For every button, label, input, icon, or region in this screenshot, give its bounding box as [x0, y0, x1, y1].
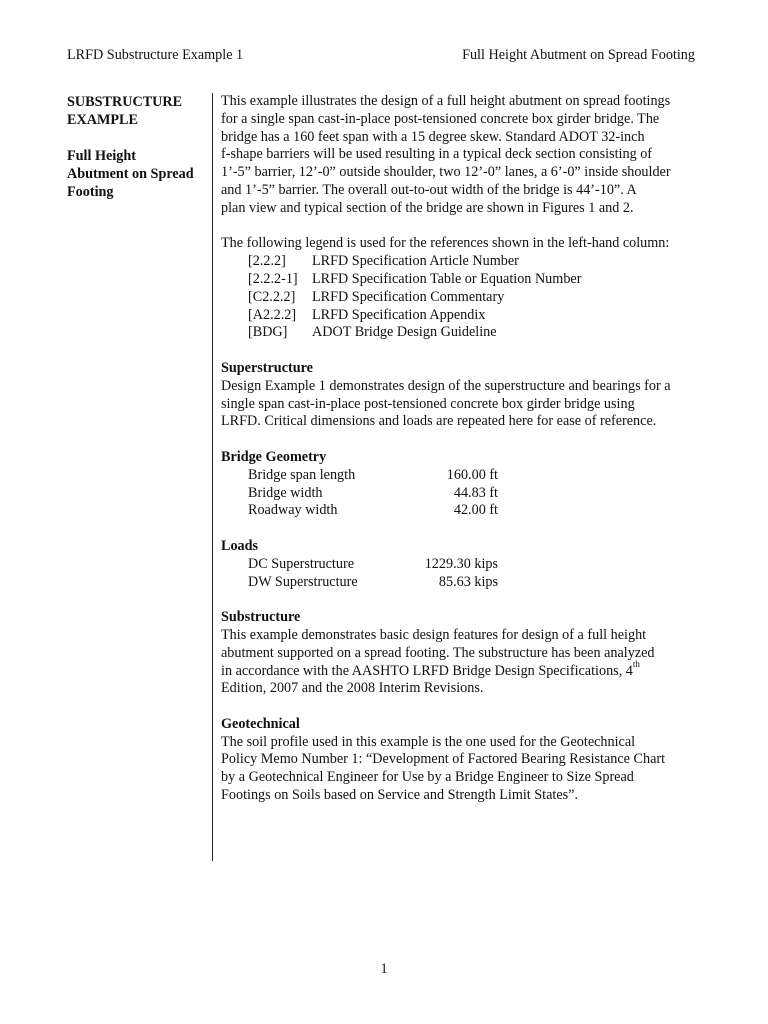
value-row: [221, 574, 711, 592]
section-heading: Bridge Geometry: [221, 448, 327, 465]
superscript: th: [632, 658, 640, 669]
legend-code: [2.2.2-1]: [248, 270, 298, 287]
value-row: [221, 485, 711, 503]
legend-code: [2.2.2]: [248, 253, 286, 270]
page-header-left: LRFD Substructure Example 1: [67, 47, 244, 63]
legend-item: [221, 289, 711, 307]
legend-code: [A2.2.2]: [248, 306, 297, 323]
value-label: Bridge span length: [248, 466, 356, 483]
text-line: [221, 658, 711, 681]
text-line: The soil profile used in this example is the one used for the Geotechnical: [221, 733, 636, 750]
value-row: [221, 556, 711, 574]
text-line: LRFD. Critical dimensions and loads are repeated here for ease of reference.: [221, 413, 657, 430]
text-line: Footings on Soils based on Service and Strength Limit States”.: [221, 787, 579, 804]
text-line: f-shape barriers will be used resulting in a typical deck section consisting of: [221, 146, 653, 163]
legend-item: [221, 271, 711, 289]
value-number: 42.00 ft: [453, 502, 498, 519]
text-line: Design Example 1 demonstrates design of the superstructure and bearings for a: [221, 377, 671, 394]
text-line: bridge has a 160 feet span with a 15 degree skew. Standard ADOT 32-inch: [221, 128, 645, 145]
value-row: [221, 467, 711, 485]
sidebar-title-line: SUBSTRUCTURE: [67, 94, 183, 110]
value-label: DC Superstructure: [248, 555, 354, 572]
text-line: 1’-5” barrier, 12’-0” outside shoulder, two 12’-0” lanes, a 6’-0” inside shoulder: [221, 164, 671, 181]
legend-description: ADOT Bridge Design Guideline: [312, 324, 497, 341]
text-line: plan view and typical section of the bridge are shown in Figures 1 and 2.: [221, 199, 634, 216]
text-line: and 1’-5” barrier. The overall out-to-out width of the bridge is 44’-10”. A: [221, 181, 637, 198]
section-heading: Loads: [221, 537, 259, 554]
value-number: 85.63 kips: [438, 573, 498, 590]
text-line: Policy Memo Number 1: “Development of Factored Bearing Resistance Chart: [221, 751, 666, 768]
section-heading: Substructure: [221, 609, 301, 626]
sidebar-subtitle-line: Footing: [67, 184, 114, 200]
text-line: abutment supported on a spread footing. The substructure has been analyzed: [221, 644, 655, 661]
sidebar-subtitle: [67, 147, 207, 201]
value-number: 160.00 ft: [446, 466, 498, 483]
loads-section: [221, 538, 711, 591]
text-fragment: in accordance with the AASHTO LRFD Bridge Design Specifications, 4: [221, 662, 633, 679]
legend-description: LRFD Specification Commentary: [312, 288, 505, 305]
text-line: by a Geotechnical Engineer for Use by a Bridge Engineer to Size Spread: [221, 769, 634, 786]
legend-item: [221, 324, 711, 342]
legend-description: LRFD Specification Appendix: [312, 306, 486, 323]
section-heading: Superstructure: [221, 359, 313, 376]
value-row: [221, 502, 711, 520]
column-divider: [212, 93, 213, 861]
substructure-section: [221, 609, 711, 698]
text-line: single span cast-in-place post-tensioned concrete box girder bridge using: [221, 395, 635, 412]
superstructure-section: [221, 360, 711, 431]
intro-paragraph: [221, 93, 711, 218]
sidebar-title: [67, 93, 207, 129]
sidebar-subtitle-line: Abutment on Spread: [67, 166, 194, 182]
sidebar-title-line: EXAMPLE: [67, 112, 138, 128]
text-line: for a single span cast-in-place post-tensioned concrete box girder bridge. The: [221, 110, 660, 127]
legend-item: [221, 307, 711, 325]
legend-code: [BDG]: [248, 324, 288, 341]
value-number: 1229.30 kips: [424, 555, 498, 572]
value-label: Bridge width: [248, 484, 323, 501]
value-number: 44.83 ft: [453, 484, 498, 501]
legend-intro: The following legend is used for the references shown in the left-hand column:: [221, 235, 670, 252]
legend-section: [221, 235, 711, 342]
legend-description: LRFD Specification Table or Equation Number: [312, 270, 582, 287]
bridge-geometry-section: [221, 449, 711, 520]
text-line: This example demonstrates basic design features for design of a full height: [221, 626, 647, 643]
main-content: [221, 93, 711, 805]
section-heading: Geotechnical: [221, 715, 300, 732]
legend-item: [221, 253, 711, 271]
page-header-right: Full Height Abutment on Spread Footing: [462, 47, 695, 63]
sidebar: [67, 93, 207, 201]
legend-description: LRFD Specification Article Number: [312, 253, 519, 270]
sidebar-subtitle-line: Full Height: [67, 148, 136, 164]
text-line: Edition, 2007 and the 2008 Interim Revisions.: [221, 680, 484, 697]
value-label: Roadway width: [248, 502, 338, 519]
geotechnical-section: [221, 716, 711, 805]
legend-code: [C2.2.2]: [248, 288, 296, 305]
value-label: DW Superstructure: [248, 573, 358, 590]
page-number: 1: [380, 961, 388, 977]
text-line: This example illustrates the design of a full height abutment on spread footings: [221, 93, 671, 109]
